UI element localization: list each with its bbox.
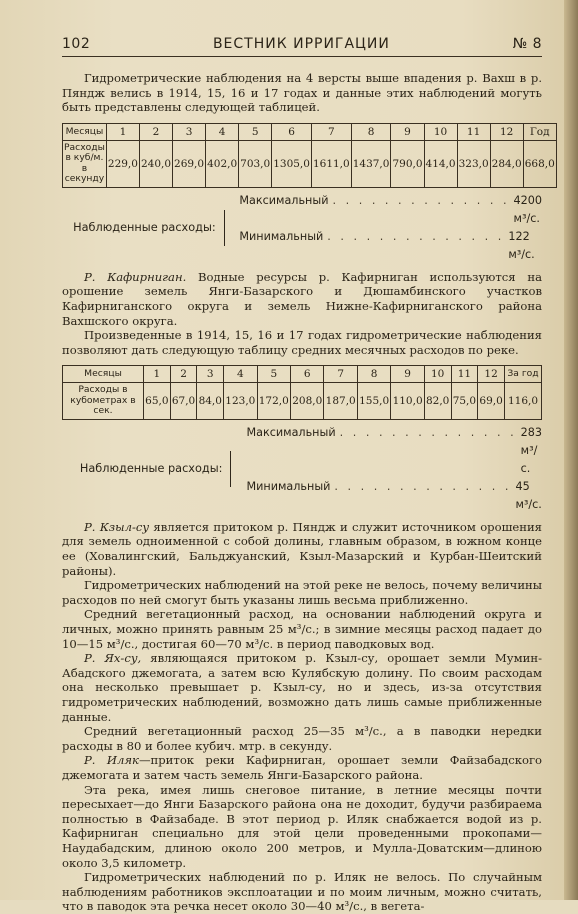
leader-dots: . . . . . . . . . . . . . . — [339, 425, 517, 439]
ilyak-paragraph-2: Эта река, имея лишь снеговое питание, в летние месяцы почти пересыхает—до Янги Базарского района она не доходит, будучи разбираема полностью в Файзабаде. В этот период р. Иляк снабжается водой из р. Кафирниган специально для этой цели проведенными прокопами—Наудабадским, длиною около 200 метров, и Мулла-Доватским—длиною около 3,5 километр. — [62, 782, 542, 870]
value-cell: 187,0 — [324, 383, 357, 420]
month-cell: 6 — [291, 366, 324, 383]
month-cell: 7 — [324, 366, 357, 383]
kafirnigan-paragraph — [62, 270, 542, 328]
table-header-months: Месяцы — [63, 366, 144, 383]
page-number: 102 — [62, 36, 91, 52]
month-cell: 6 — [272, 123, 312, 140]
year-header: За год — [505, 366, 542, 383]
observed-discharges-vakhsh — [62, 192, 542, 264]
ilyak-paragraph — [62, 753, 542, 782]
year-header: Год — [523, 123, 556, 140]
month-cell: 9 — [391, 123, 424, 140]
value-cell: 155,0 — [357, 383, 390, 420]
produced-paragraph: Произведенные в 1914, 15, 16 и 17 годах гидрометрические наблюдения позволяют дать следующую таблицу средних месячных расходов по реке. — [62, 328, 542, 357]
issue-number: № 8 — [512, 36, 542, 52]
year-value: 668,0 — [523, 140, 556, 187]
month-cell: 11 — [457, 123, 490, 140]
max-value: 4200 м³/с. — [513, 193, 542, 225]
month-cell: 2 — [139, 123, 172, 140]
max-label: Максимальный — [246, 425, 336, 439]
table-values-row — [63, 383, 542, 420]
month-cell: 10 — [424, 366, 451, 383]
month-cell: 4 — [224, 366, 257, 383]
value-cell: 65,0 — [144, 383, 171, 420]
month-cell: 1 — [144, 366, 171, 383]
month-cell: 8 — [357, 366, 390, 383]
observed-discharges-kafirnigan — [62, 424, 542, 514]
month-cell: 12 — [490, 123, 523, 140]
value-cell: 402,0 — [206, 140, 239, 187]
value-cell: 82,0 — [424, 383, 451, 420]
table-header-row — [63, 123, 557, 140]
row-label: Расходы в куб/м. в секунду — [63, 140, 107, 187]
month-cell: 3 — [197, 366, 224, 383]
observed-label: Наблюденные расходы: — [79, 462, 223, 476]
leader-dots: . . . . . . . . . . . . . . — [334, 479, 512, 493]
min-row — [239, 228, 542, 264]
value-cell: 172,0 — [257, 383, 290, 420]
paragraph-text: —приток реки Кафирниган, орошает земли Файзабадского джемогата и затем часть земель Янги-Базарского района. — [62, 753, 542, 782]
month-cell: 4 — [206, 123, 239, 140]
max-row — [239, 192, 542, 228]
table-header-months: Месяцы — [63, 123, 107, 140]
river-name: Р. Иляк — [84, 753, 139, 768]
table-kafirnigan — [62, 365, 542, 420]
value-cell: 1611,0 — [311, 140, 351, 187]
river-name: Р. Кзыл-су — [84, 519, 150, 534]
value-cell: 110,0 — [391, 383, 424, 420]
kyzylsu-paragraph — [62, 520, 542, 578]
value-cell: 703,0 — [239, 140, 272, 187]
yakhsu-average-paragraph: Средний вегетационный расход 25—35 м³/с., а в паводки нередки расходы в 80 и более кубич. мтр. в секунду. — [62, 724, 542, 753]
month-cell: 5 — [239, 123, 272, 140]
book-spine — [564, 0, 578, 900]
min-value: 122 м³/с. — [508, 229, 535, 261]
month-cell: 5 — [257, 366, 290, 383]
month-cell: 8 — [351, 123, 391, 140]
table-vakhsh — [62, 123, 557, 188]
min-label: Минимальный — [246, 479, 331, 493]
brace — [230, 451, 240, 487]
river-name: Р. Кафирниган. — [84, 269, 187, 284]
yakhsu-paragraph — [62, 651, 542, 724]
average-discharge-paragraph: Средний вегетационный расход, на основании наблюдений округа и личных, можно принять равным 25 м³/с.; в зимние месяцы расход падает до 10—15 м³/с., достигая 60—70 м³/с. в период паводковых вод. — [62, 607, 542, 651]
value-cell: 208,0 — [291, 383, 324, 420]
value-cell: 790,0 — [391, 140, 424, 187]
max-value: 283 м³/с. — [520, 425, 542, 475]
value-cell: 240,0 — [139, 140, 172, 187]
month-cell: 10 — [424, 123, 457, 140]
max-label: Максимальный — [239, 193, 329, 207]
value-cell: 323,0 — [457, 140, 490, 187]
table-header-row — [63, 366, 542, 383]
intro-paragraph: Гидрометрические наблюдения на 4 версты выше впадения р. Вахш в р. Пяндж велись в 1914, 15, 16 и 17 годах и данные этих наблюдений могуть быть представлены следующей таблицей. — [62, 71, 542, 115]
min-row — [246, 478, 542, 514]
river-name: Р. Ях-су, — [84, 651, 142, 666]
table-values-row — [63, 140, 557, 187]
value-cell: 229,0 — [106, 140, 139, 187]
value-cell: 1305,0 — [272, 140, 312, 187]
paragraph-text: Водные ресурсы р. Кафирниган используются на орошение земель Янги-Базарского и Дюшамбинского участков Кафирниганского округа и земель Нижне-Кафирниганского района Вахшского округа. — [62, 269, 542, 328]
value-cell: 414,0 — [424, 140, 457, 187]
no-observations-paragraph: Гидрометрических наблюдений на этой реке не велось, почему величины расходов по ней смогут быть указаны лишь весьма приближенно. — [62, 578, 543, 607]
leader-dots: . . . . . . . . . . . . . . — [327, 229, 505, 243]
page-header — [62, 36, 542, 57]
observed-label: Наблюденные расходы: — [73, 221, 216, 235]
month-cell: 7 — [311, 123, 351, 140]
value-cell: 284,0 — [490, 140, 523, 187]
value-cell: 69,0 — [478, 383, 505, 420]
brace — [224, 210, 234, 246]
month-cell: 9 — [391, 366, 424, 383]
month-cell: 2 — [170, 366, 197, 383]
leader-dots: . . . . . . . . . . . . . . — [332, 193, 510, 207]
value-cell: 75,0 — [451, 383, 478, 420]
min-label: Минимальный — [239, 229, 324, 243]
max-row — [246, 424, 542, 478]
value-cell: 67,0 — [170, 383, 197, 420]
value-cell: 269,0 — [173, 140, 206, 187]
month-cell: 1 — [106, 123, 139, 140]
month-cell: 3 — [173, 123, 206, 140]
ilyak-paragraph-3: Гидрометрических наблюдений по р. Иляк не велось. По случайным наблюдениям работников эксплоатации и по моим личным, можно считать, что в паводок эта речка несет около 30—40 м³/с., в вегета- — [62, 870, 542, 914]
value-cell: 84,0 — [197, 383, 224, 420]
journal-title: ВЕСТНИК ИРРИГАЦИИ — [212, 36, 390, 52]
paragraph-text: являющаяся притоком р. Кзыл-су, орошает земли Мумин-Абадского джемогата, а затем всю Кулябскую долину. По своим расходам она несколько превышает р. Кзыл-су, но и здесь, из-за отсутствия гидрометрических наблюдений, возможно дать лишь самые приближенные данные. — [62, 651, 542, 724]
month-cell: 11 — [451, 366, 478, 383]
value-cell: 1437,0 — [351, 140, 391, 187]
year-value: 116,0 — [505, 383, 542, 420]
month-cell: 12 — [478, 366, 505, 383]
value-cell: 123,0 — [224, 383, 257, 420]
min-value: 45 м³/с. — [515, 479, 542, 511]
paragraph-text: является притоком р. Пяндж и служит источником орошения для земель одноименной с собой долины, главным образом, в южном конце ее (Ховалингский, Бальджуанский, Кзыл-Мазарский и Курбан-Шеитский районы). — [62, 519, 542, 578]
row-label: Расходы в кубометрах в сек. — [63, 383, 144, 420]
